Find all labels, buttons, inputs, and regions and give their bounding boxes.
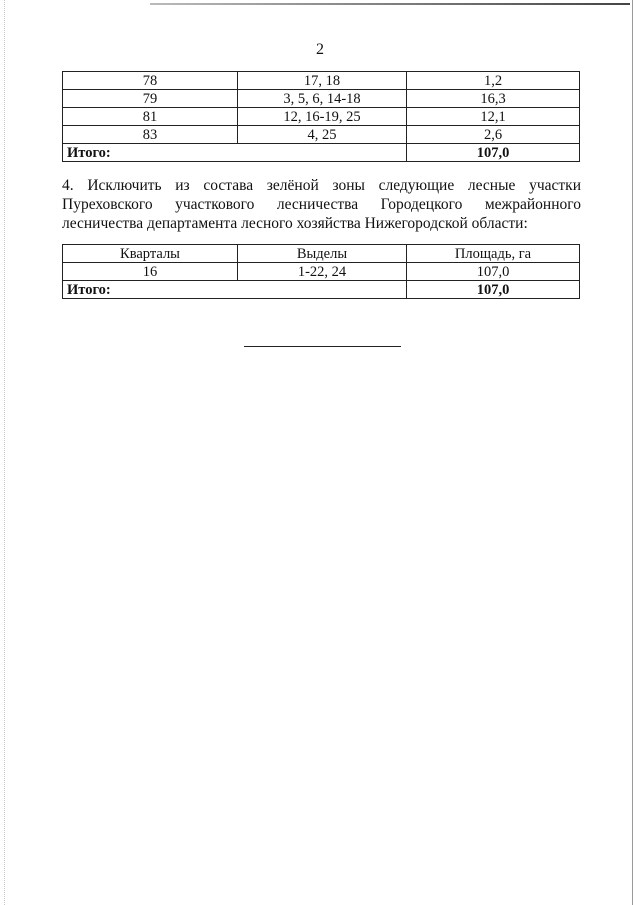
page-number: 2 xyxy=(316,41,324,58)
scan-right-edge xyxy=(632,0,633,905)
table-cell-area: 12,1 xyxy=(407,108,580,126)
column-header-allotments: Выделы xyxy=(238,245,407,263)
table-total-row xyxy=(63,281,580,299)
paragraph-line: Пуреховского участкового лесничества Городецкого межрайонного xyxy=(62,196,581,213)
paragraph-item-4 xyxy=(62,176,581,233)
total-value: 107,0 xyxy=(407,281,580,299)
column-header-quarters: Кварталы xyxy=(63,245,238,263)
table-row xyxy=(63,263,580,281)
table-cell-quarter: 16 xyxy=(63,263,238,281)
scan-left-edge xyxy=(4,0,5,905)
total-label: Итого: xyxy=(63,144,407,162)
table-cell-area: 1,2 xyxy=(407,72,580,90)
total-value: 107,0 xyxy=(407,144,580,162)
paragraph-line: лесничества департамента лесного хозяйства Нижегородской области: xyxy=(62,215,528,232)
table-cell-allotments: 12, 16-19, 25 xyxy=(238,108,407,126)
table-cell-allotments: 4, 25 xyxy=(238,126,407,144)
table-cell-area: 2,6 xyxy=(407,126,580,144)
paragraph-line: 4. Исключить из состава зелёной зоны следующие лесные участки xyxy=(62,177,581,194)
table-cell-area: 107,0 xyxy=(407,263,580,281)
table-row xyxy=(63,72,580,90)
table-cell-allotments: 3, 5, 6, 14-18 xyxy=(238,90,407,108)
table-total-row xyxy=(63,144,580,162)
table-cell-quarter: 79 xyxy=(63,90,238,108)
table-cell-quarter: 81 xyxy=(63,108,238,126)
scan-top-edge-line xyxy=(150,3,630,5)
table-exclusion xyxy=(62,244,580,299)
table-continued xyxy=(62,71,580,162)
table-cell-quarter: 83 xyxy=(63,126,238,144)
table-row xyxy=(63,108,580,126)
table-cell-allotments: 1-22, 24 xyxy=(238,263,407,281)
table-cell-quarter: 78 xyxy=(63,72,238,90)
table-row xyxy=(63,90,580,108)
table-cell-allotments: 17, 18 xyxy=(238,72,407,90)
table-row xyxy=(63,126,580,144)
closing-rule xyxy=(244,346,401,347)
column-header-area: Площадь, га xyxy=(407,245,580,263)
table-cell-area: 16,3 xyxy=(407,90,580,108)
table-header-row xyxy=(63,245,580,263)
total-label: Итого: xyxy=(63,281,407,299)
